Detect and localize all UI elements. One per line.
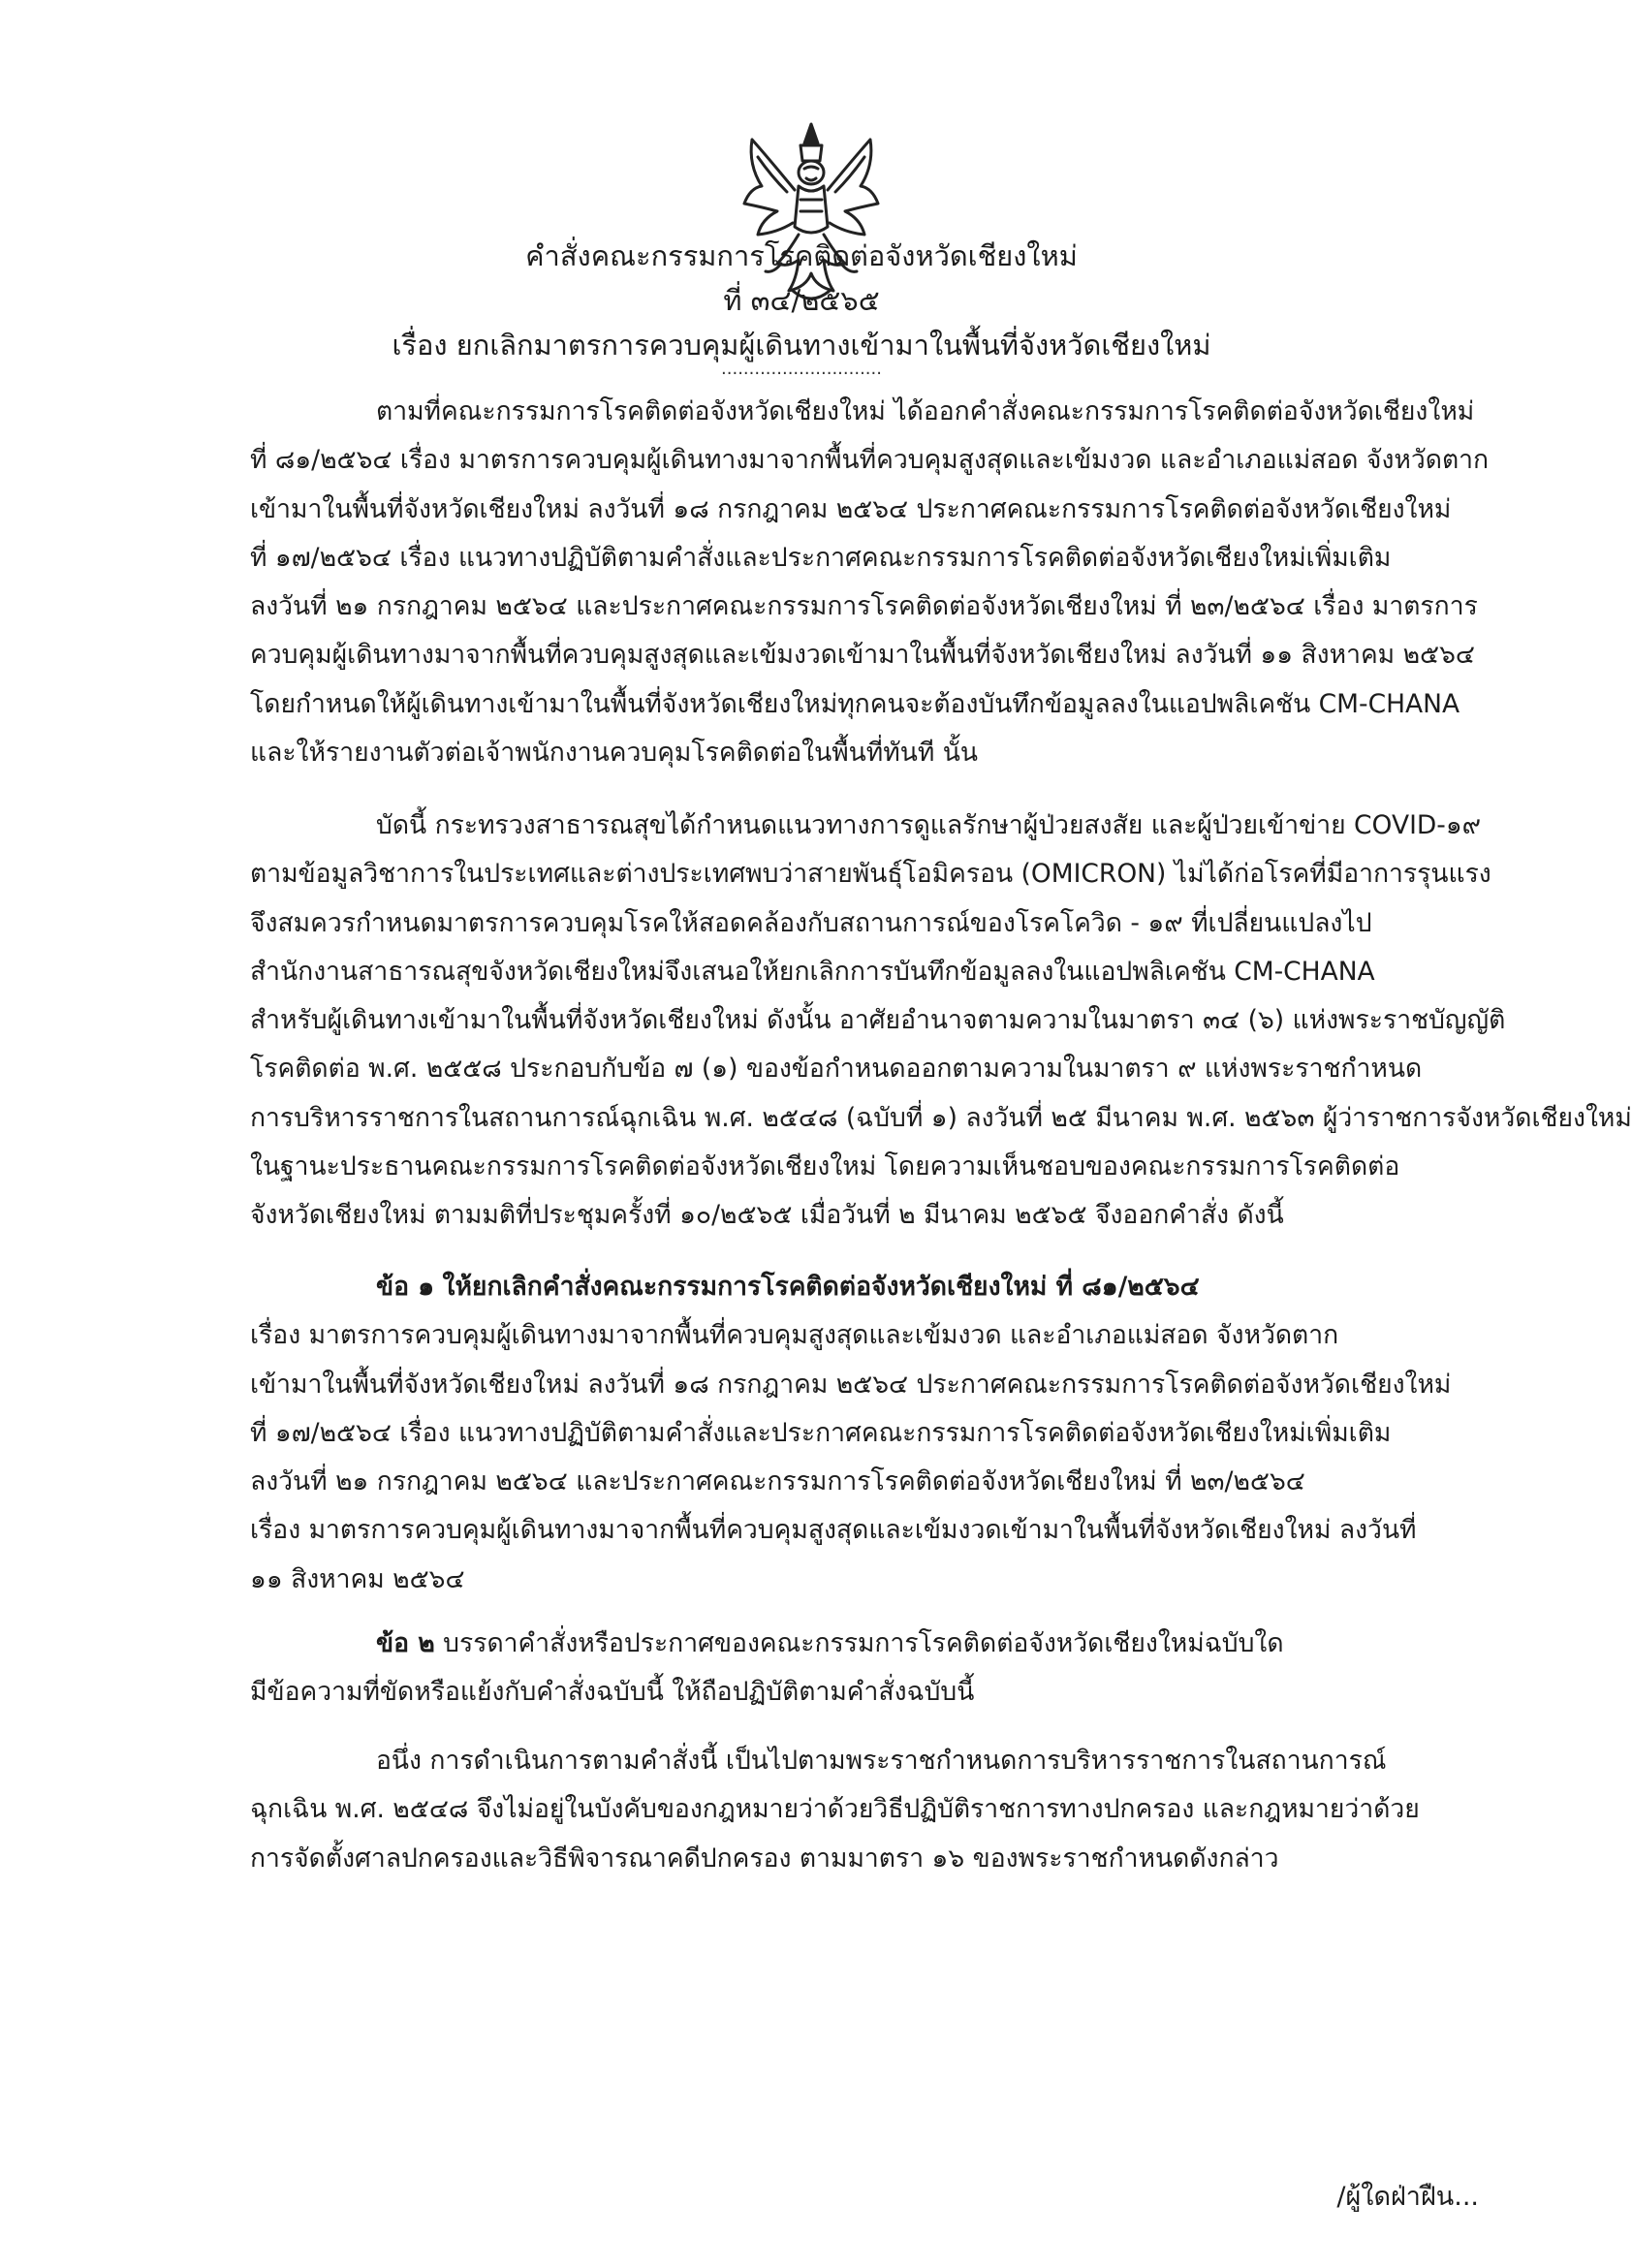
text-line: ควบคุมผู้เดินทางมาจากพื้นที่ควบคุมสูงสุดและเข้มงวดเข้ามาในพื้นที่จังหวัดเชียงใหม่ ลงวันที่ ๑๑ สิงหาคม ๒๕๖๔: [250, 640, 1475, 671]
text-line: เรื่อง มาตรการควบคุมผู้เดินทางมาจากพื้นที่ควบคุมสูงสุดและเข้มงวดเข้ามาในพื้นที่จังหวัดเชียงใหม่ ลงวันที่: [250, 1515, 1417, 1546]
text-line: ฉุกเฉิน พ.ศ. ๒๕๔๘ จึงไม่อยู่ในบังคับของกฎหมายว่าด้วยวิธีปฏิบัติราชการทางปกครอง และกฎหมายว่าด้วย: [250, 1794, 1420, 1825]
clause-2-first: บรรดาคำสั่งหรือประกาศของคณะกรรมการโรคติดต่อจังหวัดเชียงใหม่ฉบับใด: [443, 1628, 1284, 1658]
text-line: อนึ่ง การดำเนินการตามคำสั่งนี้ เป็นไปตามพระราชกำหนดการบริหารราชการในสถานการณ์: [376, 1746, 1387, 1776]
paragraph-intro: [250, 388, 1490, 777]
garuda-emblem-icon: [738, 118, 884, 308]
clause-2-label: ข้อ ๒: [376, 1628, 435, 1658]
text-line: ที่ ๘๑/๒๕๖๔ เรื่อง มาตรการควบคุมผู้เดินทางมาจากพื้นที่ควบคุมสูงสุดและเข้มงวด และอำเภอแม่สอด จังหวัดตาก: [250, 445, 1490, 476]
continuation-note: /ผู้ใดฝ่าฝืน...: [1336, 2182, 1479, 2212]
text-line: การบริหารราชการในสถานการณ์ฉุกเฉิน พ.ศ. ๒๕๔๘ (ฉบับที่ ๑) ลงวันที่ ๒๕ มีนาคม พ.ศ. ๒๕๖๓ ผู้ว่าราชการจังหวัดเชียงใหม่: [250, 1102, 1632, 1133]
text-line: ในฐานะประธานคณะกรรมการโรคติดต่อจังหวัดเชียงใหม่ โดยความเห็นชอบของคณะกรรมการโรคติดต่อ: [250, 1151, 1400, 1182]
text-line: เรื่อง มาตรการควบคุมผู้เดินทางมาจากพื้นที่ควบคุมสูงสุดและเข้มงวด และอำเภอแม่สอด จังหวัดตาก: [250, 1320, 1339, 1351]
text-line: โดยกำหนดให้ผู้เดินทางเข้ามาในพื้นที่จังหวัดเชียงใหม่ทุกคนจะต้องบันทึกข้อมูลลงในแอปพลิเคชัน CM-CHANA: [250, 688, 1460, 719]
text-line: และให้รายงานตัวต่อเจ้าพนักงานควบคุมโรคติดต่อในพื้นที่ทันที นั้น: [250, 738, 978, 769]
text-line: สำนักงานสาธารณสุขจังหวัดเชียงใหม่จึงเสนอให้ยกเลิกการบันทึกข้อมูลลงในแอปพลิเคชัน CM-CHANA: [250, 956, 1375, 987]
text-line: สำหรับผู้เดินทางเข้ามาในพื้นที่จังหวัดเชียงใหม่ ดังนั้น อาศัยอำนาจตามความในมาตรา ๓๔ (๖) แห่งพระราชบัญญัติ: [250, 1005, 1506, 1036]
text-line: ตามข้อมูลวิชาการในประเทศและต่างประเทศพบว่าสายพันธุ์โอมิครอน (OMICRON) ไม่ได้ก่อโรคที่มีอาการรุนแรง: [250, 859, 1491, 890]
text-line: จังหวัดเชียงใหม่ ตามมติที่ประชุมครั้งที่ ๑๐/๒๕๖๕ เมื่อวันที่ ๒ มีนาคม ๒๕๖๕ จึงออกคำสั่ง ดังนี้: [250, 1200, 1284, 1231]
clause-1-first: ให้ยกเลิกคำสั่งคณะกรรมการโรคติดต่อจังหวัดเชียงใหม่ ที่ ๘๑/๒๕๖๔: [442, 1272, 1200, 1302]
text-line: เข้ามาในพื้นที่จังหวัดเชียงใหม่ ลงวันที่ ๑๘ กรกฎาคม ๒๕๖๔ ประกาศคณะกรรมการโรคติดต่อจังหวัดเชียงใหม่: [250, 1369, 1452, 1400]
clause-1: [250, 1263, 1481, 1604]
text-line: การจัดตั้งศาลปกครองและวิธีพิจารณาคดีปกครอง ตามมาตรา ๑๖ ของพระราชกำหนดดังกล่าว: [250, 1843, 1279, 1874]
text-line: ตามที่คณะกรรมการโรคติดต่อจังหวัดเชียงใหม่ ได้ออกคำสั่งคณะกรรมการโรคติดต่อจังหวัดเชียงใหม่: [376, 396, 1475, 426]
text-line: [250, 1620, 1481, 1668]
clause-1-label: ข้อ ๑: [376, 1272, 435, 1302]
text-line: ๑๑ สิงหาคม ๒๕๖๔: [250, 1563, 465, 1594]
order-number: ที่ ๓๔/๒๕๖๕: [723, 284, 880, 317]
clause-2: [250, 1620, 1481, 1717]
text-line: [250, 1263, 1481, 1311]
title-separator: .............................: [721, 359, 882, 379]
order-subject: เรื่อง ยกเลิกมาตรการควบคุมผู้เดินทางเข้ามาในพื้นที่จังหวัดเชียงใหม่: [392, 329, 1211, 362]
text-line: โรคติดต่อ พ.ศ. ๒๕๕๘ ประกอบกับข้อ ๗ (๑) ของข้อกำหนดออกตามความในมาตรา ๙ แห่งพระราชกำหนด: [250, 1054, 1423, 1085]
paragraph-note: [250, 1737, 1481, 1883]
text-line: ที่ ๑๗/๒๕๖๔ เรื่อง แนวทางปฏิบัติตามคำสั่งและประกาศคณะกรรมการโรคติดต่อจังหวัดเชียงใหม่เพิ่มเติม: [250, 542, 1392, 573]
text-line: ลงวันที่ ๒๑ กรกฎาคม ๒๕๖๔ และประกาศคณะกรรมการโรคติดต่อจังหวัดเชียงใหม่ ที่ ๒๓/๒๕๖๔: [250, 1466, 1305, 1497]
text-line: มีข้อความที่ขัดหรือแย้งกับคำสั่งฉบับนี้ ให้ถือปฏิบัติตามคำสั่งฉบับนี้: [250, 1677, 975, 1708]
text-line: บัดนี้ กระทรวงสาธารณสุขได้กำหนดแนวทางการดูแลรักษาผู้ป่วยสงสัย และผู้ป่วยเข้าข่าย COVID-๑๙: [376, 810, 1482, 840]
order-title: คำสั่งคณะกรรมการโรคติดต่อจังหวัดเชียงใหม่: [525, 239, 1078, 272]
text-line: ลงวันที่ ๒๑ กรกฎาคม ๒๕๖๔ และประกาศคณะกรรมการโรคติดต่อจังหวัดเชียงใหม่ ที่ ๒๓/๒๕๖๔ เรื่อง มาตรการ: [250, 591, 1478, 622]
paragraph-reason: [250, 802, 1632, 1241]
text-line: จึงสมควรกำหนดมาตรการควบคุมโรคให้สอดคล้องกับสถานการณ์ของโรคโควิด - ๑๙ ที่เปลี่ยนแปลงไป: [250, 907, 1372, 938]
text-line: เข้ามาในพื้นที่จังหวัดเชียงใหม่ ลงวันที่ ๑๘ กรกฎาคม ๒๕๖๔ ประกาศคณะกรรมการโรคติดต่อจังหวัดเชียงใหม่: [250, 493, 1452, 524]
text-line: ที่ ๑๗/๒๕๖๔ เรื่อง แนวทางปฏิบัติตามคำสั่งและประกาศคณะกรรมการโรคติดต่อจังหวัดเชียงใหม่เพิ่มเติม: [250, 1417, 1392, 1448]
